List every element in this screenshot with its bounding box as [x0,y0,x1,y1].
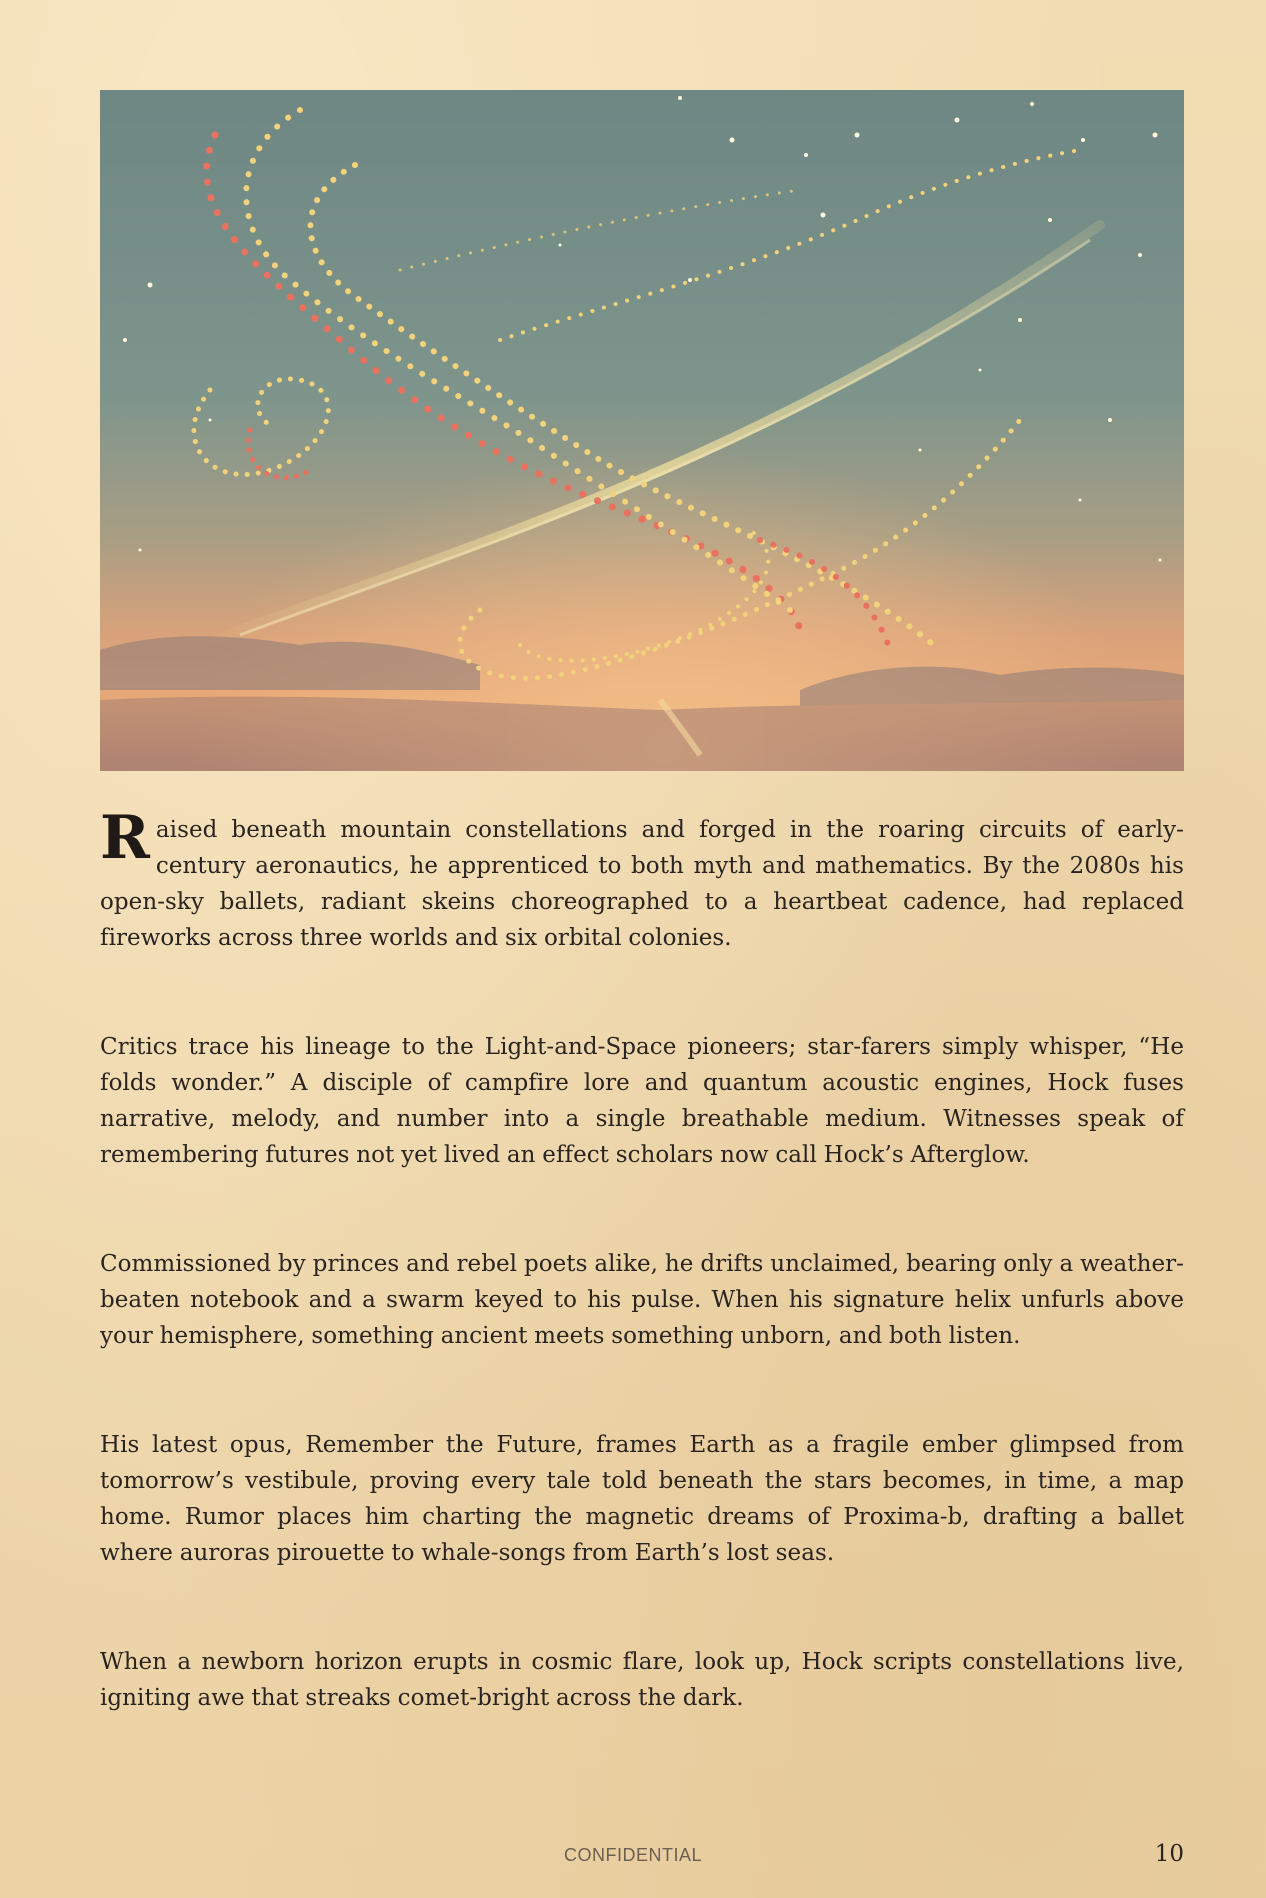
drop-cap: R [100,803,150,873]
sky-illustration [100,90,1184,771]
confidential-label: CONFIDENTIAL [563,1845,702,1865]
paragraph-3: Commissioned by princes and rebel poets alike, he drifts unclaimed, bearing only a weather-beaten notebook and a swarm keyed to his pulse. When his signature helix unfurls above your hemisphere, something ancient meets something unborn, and both listen. [100,1251,1184,1349]
paragraph-4: His latest opus, Remember the Future, frames Earth as a fragile ember glimpsed from tomorrow’s vestibule, proving every tale told beneath the stars becomes, in time, a map home. Rumor places him charting the magnetic dreams of Proxima-b, drafting a ballet where auroras pirouette to whale-songs from Earth’s lost seas. [100,1432,1184,1566]
article-body [100,803,1184,1716]
paragraph-1-text: aised beneath mountain constellations and forged in the roaring circuits of early-century aeronautics, he apprenticed to both myth and mathematics. By the 2080s his open-sky ballets, radiant skeins choreographed to a heartbeat cadence, had replaced fireworks across three worlds and six orbital colonies. [100,817,1184,951]
hero-illustration [100,90,1184,771]
paragraph-1 [100,803,1184,956]
paragraph-2: Critics trace his lineage to the Light-and-Space pioneers; star-farers simply whisper, “He folds wonder.” A disciple of campfire lore and quantum acoustic engines, Hock fuses narrative, melody, and number into a single breathable medium. Witnesses speak of remembering futures not yet lived an effect scholars now call Hock’s Afterglow. [100,1034,1184,1168]
page-number: 10 [1154,1841,1184,1867]
paragraph-5: When a newborn horizon erupts in cosmic flare, look up, Hock scripts constellations live, igniting awe that streaks comet-bright across the dark. [100,1649,1184,1711]
